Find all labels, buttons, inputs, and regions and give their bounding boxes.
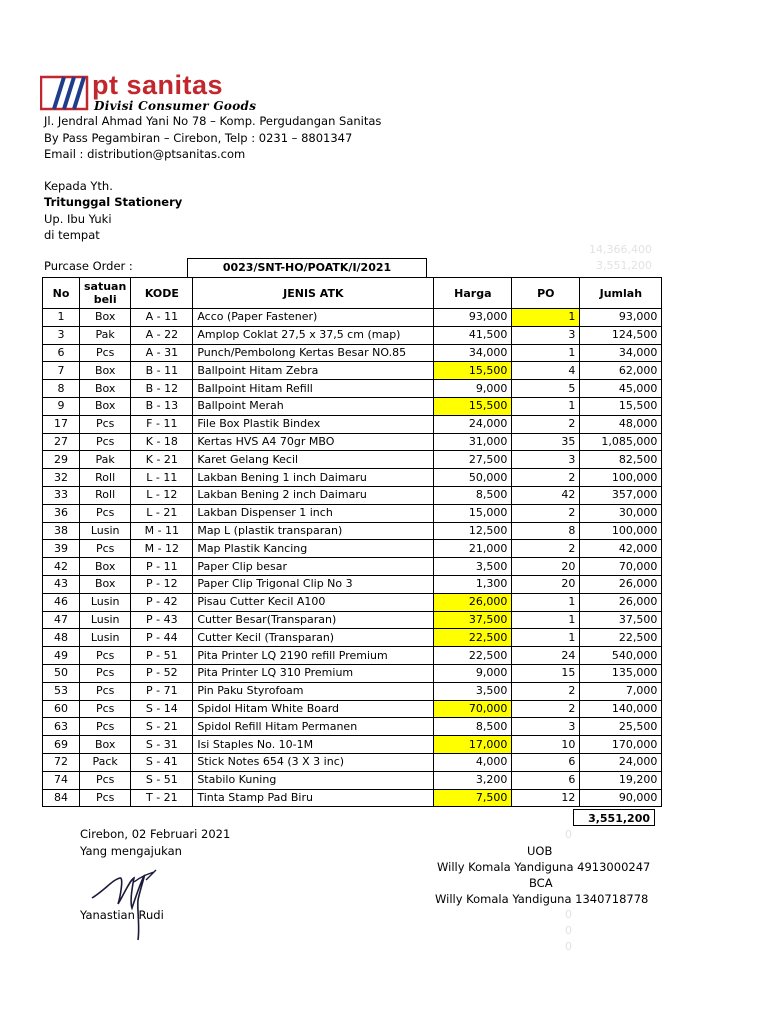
cell-jumlah: 135,000: [580, 664, 662, 682]
table-row: [43, 718, 662, 736]
cell-po: 1: [512, 309, 580, 327]
cell-jenis: Paper Clip besar: [193, 558, 434, 576]
cell-po: 2: [512, 540, 580, 558]
cell-jumlah: 70,000: [580, 558, 662, 576]
table-row: [43, 629, 662, 647]
cell-jumlah: 34,000: [580, 344, 662, 362]
cell-jenis: Stabilo Kuning: [193, 771, 434, 789]
cell-satuan: Pcs: [80, 664, 131, 682]
cell-harga: 17,000: [434, 736, 512, 754]
table-row: [43, 469, 662, 487]
table-row: [43, 682, 662, 700]
cell-po: 10: [512, 736, 580, 754]
cell-jenis: Map Plastik Kancing: [193, 540, 434, 558]
cell-kode: K - 21: [131, 451, 193, 469]
cell-po: 42: [512, 486, 580, 504]
ghost-zero: 0: [565, 828, 572, 841]
cell-harga: 3,500: [434, 682, 512, 700]
cell-jumlah: 30,000: [580, 504, 662, 522]
cell-po: 2: [512, 415, 580, 433]
table-row: [43, 593, 662, 611]
footer-date: Cirebon, 02 Februari 2021: [80, 827, 231, 841]
cell-jumlah: 25,500: [580, 718, 662, 736]
cell-harga: 22,500: [434, 629, 512, 647]
footer-submitted-by: Yang mengajukan: [80, 844, 182, 858]
cell-harga: 22,500: [434, 647, 512, 665]
cell-harga: 8,500: [434, 486, 512, 504]
cell-po: 12: [512, 789, 580, 807]
bank-1: UOB: [527, 844, 553, 858]
cell-no: 3: [43, 326, 80, 344]
table-row: [43, 647, 662, 665]
cell-jenis: Cutter Besar(Transparan): [193, 611, 434, 629]
cell-harga: 1,300: [434, 575, 512, 593]
cell-no: 38: [43, 522, 80, 540]
cell-satuan: Box: [80, 397, 131, 415]
cell-jenis: Amplop Coklat 27,5 x 37,5 cm (map): [193, 326, 434, 344]
cell-po: 6: [512, 771, 580, 789]
cell-jenis: Ballpoint Hitam Zebra: [193, 362, 434, 380]
cell-satuan: Roll: [80, 486, 131, 504]
cell-jenis: Isi Staples No. 10-1M: [193, 736, 434, 754]
cell-kode: A - 11: [131, 309, 193, 327]
cell-po: 20: [512, 558, 580, 576]
cell-po: 2: [512, 469, 580, 487]
cell-jenis: Ballpoint Merah: [193, 397, 434, 415]
signer-name: Yanastian Rudi: [80, 908, 164, 922]
cell-jumlah: 170,000: [580, 736, 662, 754]
po-number: 0023/SNT-HO/POATK/I/2021: [222, 261, 392, 274]
cell-kode: M - 12: [131, 540, 193, 558]
header-harga: Harga: [434, 278, 512, 309]
cell-harga: 93,000: [434, 309, 512, 327]
cell-no: 48: [43, 629, 80, 647]
cell-harga: 4,000: [434, 753, 512, 771]
cell-kode: P - 43: [131, 611, 193, 629]
recipient-attention: Up. Ibu Yuki: [44, 212, 112, 226]
cell-no: 63: [43, 718, 80, 736]
cell-kode: L - 12: [131, 486, 193, 504]
cell-po: 2: [512, 504, 580, 522]
table-row: [43, 486, 662, 504]
cell-no: 29: [43, 451, 80, 469]
cell-jenis: Karet Gelang Kecil: [193, 451, 434, 469]
cell-no: 27: [43, 433, 80, 451]
cell-jumlah: 42,000: [580, 540, 662, 558]
table-header-row: [43, 278, 662, 309]
cell-kode: P - 52: [131, 664, 193, 682]
cell-po: 35: [512, 433, 580, 451]
cell-jumlah: 45,000: [580, 380, 662, 398]
cell-jenis: Ballpoint Hitam Refill: [193, 380, 434, 398]
ghost-total-2: 3,551,200: [596, 259, 652, 272]
ghost-zero: 0: [565, 908, 572, 921]
cell-kode: A - 31: [131, 344, 193, 362]
cell-jumlah: 7,000: [580, 682, 662, 700]
cell-no: 42: [43, 558, 80, 576]
table-row: [43, 415, 662, 433]
cell-jumlah: 37,500: [580, 611, 662, 629]
cell-satuan: Box: [80, 558, 131, 576]
cell-jumlah: 22,500: [580, 629, 662, 647]
table-row: [43, 558, 662, 576]
cell-jumlah: 100,000: [580, 522, 662, 540]
cell-kode: B - 11: [131, 362, 193, 380]
cell-jumlah: 124,500: [580, 326, 662, 344]
cell-kode: P - 42: [131, 593, 193, 611]
cell-kode: P - 12: [131, 575, 193, 593]
header-po: PO: [512, 278, 580, 309]
cell-no: 9: [43, 397, 80, 415]
cell-no: 43: [43, 575, 80, 593]
cell-satuan: Pcs: [80, 433, 131, 451]
cell-harga: 7,500: [434, 789, 512, 807]
cell-satuan: Lusin: [80, 611, 131, 629]
cell-no: 46: [43, 593, 80, 611]
cell-kode: B - 12: [131, 380, 193, 398]
cell-jenis: Map L (plastik transparan): [193, 522, 434, 540]
cell-harga: 27,500: [434, 451, 512, 469]
cell-po: 5: [512, 380, 580, 398]
address-line-2: By Pass Pegambiran – Cirebon, Telp : 0231 – 8801347: [44, 131, 353, 145]
table-row: [43, 522, 662, 540]
po-number-box: [187, 258, 427, 277]
table-row: [43, 380, 662, 398]
cell-harga: 41,500: [434, 326, 512, 344]
cell-jumlah: 26,000: [580, 575, 662, 593]
cell-jenis: Kertas HVS A4 70gr MBO: [193, 433, 434, 451]
cell-harga: 37,500: [434, 611, 512, 629]
cell-harga: 24,000: [434, 415, 512, 433]
cell-harga: 3,200: [434, 771, 512, 789]
cell-kode: L - 21: [131, 504, 193, 522]
cell-harga: 3,500: [434, 558, 512, 576]
cell-harga: 15,500: [434, 397, 512, 415]
table-row: [43, 362, 662, 380]
cell-jenis: Acco (Paper Fastener): [193, 309, 434, 327]
cell-satuan: Lusin: [80, 522, 131, 540]
cell-jenis: Spidol Hitam White Board: [193, 700, 434, 718]
cell-kode: S - 14: [131, 700, 193, 718]
cell-harga: 15,000: [434, 504, 512, 522]
header-satuan: satuan beli: [80, 278, 131, 309]
cell-satuan: Pak: [80, 451, 131, 469]
cell-jenis: Spidol Refill Hitam Permanen: [193, 718, 434, 736]
cell-harga: 9,000: [434, 664, 512, 682]
company-division: Divisi Consumer Goods: [94, 99, 257, 113]
cell-satuan: Pcs: [80, 789, 131, 807]
cell-kode: S - 21: [131, 718, 193, 736]
bank-2: BCA: [529, 876, 553, 890]
cell-harga: 26,000: [434, 593, 512, 611]
table-row: [43, 326, 662, 344]
recipient-name: Tritunggal Stationery: [44, 195, 183, 209]
table-row: [43, 540, 662, 558]
ghost-zero: 0: [565, 940, 572, 953]
cell-no: 84: [43, 789, 80, 807]
cell-no: 7: [43, 362, 80, 380]
cell-jenis: Lakban Dispenser 1 inch: [193, 504, 434, 522]
cell-satuan: Pak: [80, 326, 131, 344]
ghost-total-1: 14,366,400: [589, 243, 652, 256]
cell-harga: 15,500: [434, 362, 512, 380]
cell-kode: L - 11: [131, 469, 193, 487]
recipient-salutation: Kepada Yth.: [44, 179, 113, 193]
table-row: [43, 664, 662, 682]
table-row: [43, 789, 662, 807]
cell-satuan: Box: [80, 309, 131, 327]
cell-jenis: Pisau Cutter Kecil A100: [193, 593, 434, 611]
grand-total: 3,551,200: [573, 809, 655, 826]
cell-no: 39: [43, 540, 80, 558]
cell-jumlah: 24,000: [580, 753, 662, 771]
cell-kode: P - 44: [131, 629, 193, 647]
cell-jenis: File Box Plastik Bindex: [193, 415, 434, 433]
cell-kode: A - 22: [131, 326, 193, 344]
cell-jumlah: 82,500: [580, 451, 662, 469]
cell-satuan: Pcs: [80, 771, 131, 789]
table-row: [43, 309, 662, 327]
cell-jumlah: 93,000: [580, 309, 662, 327]
company-logo: [40, 70, 280, 114]
table-row: [43, 433, 662, 451]
cell-kode: B - 13: [131, 397, 193, 415]
cell-po: 1: [512, 611, 580, 629]
cell-jumlah: 90,000: [580, 789, 662, 807]
cell-jumlah: 1,085,000: [580, 433, 662, 451]
cell-no: 74: [43, 771, 80, 789]
cell-jenis: Lakban Bening 2 inch Daimaru: [193, 486, 434, 504]
cell-jenis: Paper Clip Trigonal Clip No 3: [193, 575, 434, 593]
cell-kode: P - 11: [131, 558, 193, 576]
cell-po: 2: [512, 700, 580, 718]
cell-po: 4: [512, 362, 580, 380]
cell-jenis: Lakban Bening 1 inch Daimaru: [193, 469, 434, 487]
cell-no: 32: [43, 469, 80, 487]
cell-po: 8: [512, 522, 580, 540]
cell-po: 3: [512, 326, 580, 344]
cell-no: 49: [43, 647, 80, 665]
cell-kode: T - 21: [131, 789, 193, 807]
account-2: Willy Komala Yandiguna 1340718778: [435, 892, 649, 906]
cell-satuan: Roll: [80, 469, 131, 487]
company-name: pt sanitas: [92, 70, 224, 100]
cell-satuan: Box: [80, 380, 131, 398]
cell-no: 6: [43, 344, 80, 362]
table-row: [43, 575, 662, 593]
cell-satuan: Pcs: [80, 344, 131, 362]
cell-jenis: Stick Notes 654 (3 X 3 inc): [193, 753, 434, 771]
cell-jumlah: 48,000: [580, 415, 662, 433]
cell-po: 1: [512, 344, 580, 362]
signature-icon: [90, 858, 165, 943]
table-row: [43, 397, 662, 415]
table-row: [43, 771, 662, 789]
cell-po: 2: [512, 682, 580, 700]
cell-satuan: Lusin: [80, 593, 131, 611]
cell-jumlah: 100,000: [580, 469, 662, 487]
cell-po: 1: [512, 629, 580, 647]
cell-no: 50: [43, 664, 80, 682]
cell-jumlah: 62,000: [580, 362, 662, 380]
cell-no: 69: [43, 736, 80, 754]
table-row: [43, 451, 662, 469]
cell-jumlah: 19,200: [580, 771, 662, 789]
cell-kode: M - 11: [131, 522, 193, 540]
address-line-1: Jl. Jendral Ahmad Yani No 78 – Komp. Pergudangan Sanitas: [44, 114, 382, 128]
cell-no: 33: [43, 486, 80, 504]
header-no: No: [43, 278, 80, 309]
cell-jumlah: 26,000: [580, 593, 662, 611]
cell-harga: 34,000: [434, 344, 512, 362]
cell-po: 3: [512, 718, 580, 736]
cell-no: 47: [43, 611, 80, 629]
ghost-zero: 0: [565, 924, 572, 937]
recipient-place: di tempat: [44, 228, 100, 242]
cell-po: 1: [512, 397, 580, 415]
cell-jenis: Punch/Pembolong Kertas Besar NO.85: [193, 344, 434, 362]
cell-satuan: Pcs: [80, 540, 131, 558]
cell-no: 53: [43, 682, 80, 700]
cell-no: 8: [43, 380, 80, 398]
table-row: [43, 611, 662, 629]
cell-satuan: Box: [80, 736, 131, 754]
cell-jumlah: 540,000: [580, 647, 662, 665]
cell-satuan: Box: [80, 362, 131, 380]
header-jumlah: Jumlah: [580, 278, 662, 309]
cell-harga: 50,000: [434, 469, 512, 487]
cell-harga: 70,000: [434, 700, 512, 718]
cell-no: 1: [43, 309, 80, 327]
cell-harga: 8,500: [434, 718, 512, 736]
cell-harga: 9,000: [434, 380, 512, 398]
cell-harga: 12,500: [434, 522, 512, 540]
cell-kode: S - 51: [131, 771, 193, 789]
cell-no: 72: [43, 753, 80, 771]
cell-jenis: Pin Paku Styrofoam: [193, 682, 434, 700]
table-row: [43, 753, 662, 771]
company-email: Email : distribution@ptsanitas.com: [44, 147, 246, 161]
cell-jumlah: 140,000: [580, 700, 662, 718]
cell-satuan: Pcs: [80, 504, 131, 522]
cell-jenis: Pita Printer LQ 2190 refill Premium: [193, 647, 434, 665]
cell-satuan: Pcs: [80, 682, 131, 700]
cell-no: 17: [43, 415, 80, 433]
cell-po: 1: [512, 593, 580, 611]
cell-jenis: Cutter Kecil (Transparan): [193, 629, 434, 647]
cell-kode: P - 71: [131, 682, 193, 700]
cell-po: 20: [512, 575, 580, 593]
table-row: [43, 504, 662, 522]
cell-po: 3: [512, 451, 580, 469]
cell-no: 60: [43, 700, 80, 718]
cell-satuan: Pcs: [80, 415, 131, 433]
cell-kode: S - 41: [131, 753, 193, 771]
po-label: Purcase Order :: [44, 259, 133, 273]
header-kode: KODE: [131, 278, 193, 309]
cell-po: 24: [512, 647, 580, 665]
cell-kode: S - 31: [131, 736, 193, 754]
table-row: [43, 700, 662, 718]
cell-satuan: Pack: [80, 753, 131, 771]
table-row: [43, 736, 662, 754]
cell-jumlah: 357,000: [580, 486, 662, 504]
cell-kode: K - 18: [131, 433, 193, 451]
cell-satuan: Box: [80, 575, 131, 593]
cell-jenis: Pita Printer LQ 310 Premium: [193, 664, 434, 682]
order-table: [42, 277, 662, 807]
header-jenis: JENIS ATK: [193, 278, 434, 309]
cell-kode: F - 11: [131, 415, 193, 433]
cell-satuan: Pcs: [80, 700, 131, 718]
cell-satuan: Pcs: [80, 647, 131, 665]
cell-no: 36: [43, 504, 80, 522]
cell-jumlah: 15,500: [580, 397, 662, 415]
cell-satuan: Pcs: [80, 718, 131, 736]
cell-harga: 31,000: [434, 433, 512, 451]
cell-satuan: Lusin: [80, 629, 131, 647]
cell-kode: P - 51: [131, 647, 193, 665]
table-row: [43, 344, 662, 362]
cell-po: 15: [512, 664, 580, 682]
cell-po: 6: [512, 753, 580, 771]
cell-jenis: Tinta Stamp Pad Biru: [193, 789, 434, 807]
sanitas-logo-icon: [40, 74, 90, 112]
account-1: Willy Komala Yandiguna 4913000247: [437, 860, 651, 874]
cell-harga: 21,000: [434, 540, 512, 558]
